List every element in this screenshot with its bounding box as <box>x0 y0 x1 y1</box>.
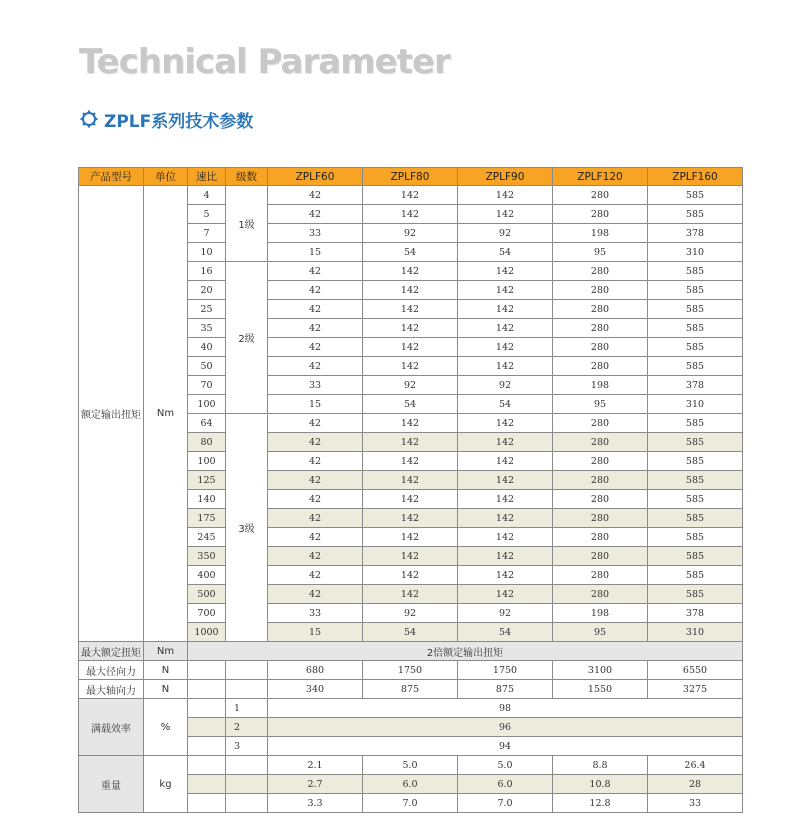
torque-value-cell: 142 <box>458 585 553 604</box>
section-title: ZPLF系列技术参数 <box>104 111 254 132</box>
radial-force-value: 1750 <box>363 661 458 680</box>
torque-value-cell: 33 <box>268 376 363 395</box>
ratio-cell: 70 <box>188 376 226 395</box>
ratio-cell: 400 <box>188 566 226 585</box>
efficiency-unit: % <box>144 699 188 756</box>
torque-value-cell: 280 <box>553 281 648 300</box>
torque-value-cell: 142 <box>363 262 458 281</box>
weight-value: 2.1 <box>268 756 363 775</box>
torque-value-cell: 15 <box>268 395 363 414</box>
empty-cell <box>188 737 226 756</box>
efficiency-stage: 1 <box>226 699 268 718</box>
stage-cell: 3级 <box>226 414 268 642</box>
torque-value-cell: 92 <box>458 376 553 395</box>
weight-value: 8.8 <box>553 756 648 775</box>
torque-value-cell: 585 <box>648 528 743 547</box>
ratio-cell: 80 <box>188 433 226 452</box>
empty-cell <box>226 661 268 680</box>
gear-icon <box>80 110 98 128</box>
ratio-cell: 5 <box>188 205 226 224</box>
torque-value-cell: 280 <box>553 452 648 471</box>
weight-value: 26.4 <box>648 756 743 775</box>
empty-cell <box>188 680 226 699</box>
weight-value: 2.7 <box>268 775 363 794</box>
torque-value-cell: 142 <box>458 300 553 319</box>
torque-value-cell: 310 <box>648 623 743 642</box>
torque-value-cell: 42 <box>268 585 363 604</box>
efficiency-stage: 2 <box>226 718 268 737</box>
torque-value-cell: 42 <box>268 186 363 205</box>
empty-cell <box>188 775 226 794</box>
torque-value-cell: 280 <box>553 338 648 357</box>
radial-force-unit: N <box>144 661 188 680</box>
axial-force-value: 875 <box>458 680 553 699</box>
efficiency-stage: 3 <box>226 737 268 756</box>
torque-value-cell: 142 <box>363 281 458 300</box>
torque-value-cell: 142 <box>458 262 553 281</box>
torque-value-cell: 142 <box>458 547 553 566</box>
torque-value-cell: 142 <box>458 433 553 452</box>
torque-row <box>79 186 743 205</box>
axial-force-value: 875 <box>363 680 458 699</box>
torque-value-cell: 280 <box>553 186 648 205</box>
torque-value-cell: 585 <box>648 186 743 205</box>
torque-value-cell: 280 <box>553 509 648 528</box>
radial-force-value: 3100 <box>553 661 648 680</box>
torque-value-cell: 42 <box>268 414 363 433</box>
ratio-cell: 350 <box>188 547 226 566</box>
torque-value-cell: 280 <box>553 300 648 319</box>
weight-value: 10.8 <box>553 775 648 794</box>
torque-value-cell: 142 <box>458 528 553 547</box>
header-unit: 单位 <box>144 168 188 186</box>
torque-value-cell: 585 <box>648 471 743 490</box>
torque-value-cell: 378 <box>648 224 743 243</box>
torque-value-cell: 15 <box>268 243 363 262</box>
torque-value-cell: 42 <box>268 547 363 566</box>
torque-value-cell: 42 <box>268 300 363 319</box>
weight-row <box>79 756 743 775</box>
stage-cell: 2级 <box>226 262 268 414</box>
torque-value-cell: 33 <box>268 604 363 623</box>
ratio-cell: 140 <box>188 490 226 509</box>
torque-value-cell: 198 <box>553 224 648 243</box>
header-model-name: ZPLF160 <box>648 168 743 186</box>
torque-value-cell: 95 <box>553 623 648 642</box>
torque-value-cell: 585 <box>648 357 743 376</box>
ratio-cell: 10 <box>188 243 226 262</box>
torque-label: 额定输出扭矩 <box>79 186 144 642</box>
torque-value-cell: 54 <box>363 243 458 262</box>
efficiency-label: 满载效率 <box>79 699 144 756</box>
spec-table <box>78 167 743 813</box>
torque-value-cell: 585 <box>648 490 743 509</box>
torque-value-cell: 280 <box>553 471 648 490</box>
torque-value-cell: 54 <box>363 395 458 414</box>
ratio-cell: 16 <box>188 262 226 281</box>
max-torque-value: 2倍额定输出扭矩 <box>188 642 743 661</box>
header-model: 产品型号 <box>79 168 144 186</box>
torque-value-cell: 54 <box>458 243 553 262</box>
axial-force-value: 340 <box>268 680 363 699</box>
stage-cell: 1级 <box>226 186 268 262</box>
torque-value-cell: 585 <box>648 547 743 566</box>
torque-value-cell: 142 <box>363 319 458 338</box>
ratio-cell: 700 <box>188 604 226 623</box>
torque-value-cell: 142 <box>458 414 553 433</box>
torque-value-cell: 198 <box>553 604 648 623</box>
torque-value-cell: 585 <box>648 509 743 528</box>
weight-value: 3.3 <box>268 794 363 813</box>
empty-cell <box>226 680 268 699</box>
ratio-cell: 175 <box>188 509 226 528</box>
torque-value-cell: 142 <box>458 357 553 376</box>
torque-value-cell: 142 <box>363 433 458 452</box>
torque-value-cell: 280 <box>553 319 648 338</box>
torque-value-cell: 54 <box>363 623 458 642</box>
torque-value-cell: 95 <box>553 395 648 414</box>
torque-value-cell: 142 <box>363 547 458 566</box>
torque-value-cell: 142 <box>363 471 458 490</box>
axial-force-value: 1550 <box>553 680 648 699</box>
weight-value: 5.0 <box>458 756 553 775</box>
torque-value-cell: 42 <box>268 490 363 509</box>
torque-value-cell: 142 <box>363 585 458 604</box>
torque-value-cell: 585 <box>648 585 743 604</box>
weight-value: 12.8 <box>553 794 648 813</box>
torque-value-cell: 280 <box>553 205 648 224</box>
weight-value: 7.0 <box>363 794 458 813</box>
max-torque-unit: Nm <box>144 642 188 661</box>
torque-value-cell: 142 <box>363 414 458 433</box>
torque-value-cell: 142 <box>458 566 553 585</box>
torque-value-cell: 585 <box>648 414 743 433</box>
torque-value-cell: 42 <box>268 471 363 490</box>
torque-value-cell: 142 <box>363 357 458 376</box>
torque-value-cell: 92 <box>363 604 458 623</box>
torque-value-cell: 142 <box>458 281 553 300</box>
header-row <box>79 168 743 186</box>
torque-value-cell: 198 <box>553 376 648 395</box>
header-model-name: ZPLF120 <box>553 168 648 186</box>
torque-value-cell: 42 <box>268 281 363 300</box>
radial-force-value: 680 <box>268 661 363 680</box>
max-torque-row <box>79 642 743 661</box>
torque-value-cell: 585 <box>648 338 743 357</box>
weight-value: 7.0 <box>458 794 553 813</box>
section-heading <box>80 108 253 130</box>
axial-force-label: 最大轴向力 <box>79 680 144 699</box>
ratio-cell: 1000 <box>188 623 226 642</box>
header-model-name: ZPLF80 <box>363 168 458 186</box>
radial-force-label: 最大径向力 <box>79 661 144 680</box>
torque-value-cell: 142 <box>363 528 458 547</box>
radial-force-value: 1750 <box>458 661 553 680</box>
torque-value-cell: 280 <box>553 528 648 547</box>
empty-cell <box>188 794 226 813</box>
weight-unit: kg <box>144 756 188 813</box>
efficiency-value: 96 <box>268 718 743 737</box>
weight-label: 重量 <box>79 756 144 813</box>
torque-value-cell: 585 <box>648 452 743 471</box>
torque-value-cell: 585 <box>648 300 743 319</box>
torque-value-cell: 142 <box>458 509 553 528</box>
torque-value-cell: 142 <box>363 490 458 509</box>
torque-value-cell: 280 <box>553 414 648 433</box>
torque-value-cell: 142 <box>458 490 553 509</box>
torque-value-cell: 42 <box>268 338 363 357</box>
axial-force-value: 3275 <box>648 680 743 699</box>
torque-value-cell: 280 <box>553 566 648 585</box>
page-title-english: Technical Parameter <box>79 42 450 82</box>
ratio-cell: 7 <box>188 224 226 243</box>
torque-value-cell: 92 <box>458 224 553 243</box>
empty-cell <box>188 718 226 737</box>
weight-value: 6.0 <box>363 775 458 794</box>
torque-value-cell: 42 <box>268 433 363 452</box>
max-torque-label: 最大额定扭矩 <box>79 642 144 661</box>
torque-value-cell: 142 <box>458 186 553 205</box>
torque-value-cell: 42 <box>268 528 363 547</box>
torque-value-cell: 54 <box>458 623 553 642</box>
torque-unit: Nm <box>144 186 188 642</box>
radial-force-value: 6550 <box>648 661 743 680</box>
weight-value: 28 <box>648 775 743 794</box>
empty-cell <box>226 775 268 794</box>
ratio-cell: 20 <box>188 281 226 300</box>
axial-force-row <box>79 680 743 699</box>
weight-value: 33 <box>648 794 743 813</box>
torque-value-cell: 33 <box>268 224 363 243</box>
torque-value-cell: 42 <box>268 357 363 376</box>
torque-value-cell: 142 <box>363 509 458 528</box>
torque-value-cell: 142 <box>458 471 553 490</box>
torque-value-cell: 585 <box>648 262 743 281</box>
torque-value-cell: 280 <box>553 357 648 376</box>
torque-value-cell: 585 <box>648 319 743 338</box>
torque-value-cell: 95 <box>553 243 648 262</box>
ratio-cell: 100 <box>188 452 226 471</box>
torque-value-cell: 280 <box>553 547 648 566</box>
torque-value-cell: 280 <box>553 490 648 509</box>
torque-value-cell: 42 <box>268 205 363 224</box>
efficiency-value: 94 <box>268 737 743 756</box>
torque-value-cell: 142 <box>363 300 458 319</box>
ratio-cell: 35 <box>188 319 226 338</box>
torque-value-cell: 142 <box>363 205 458 224</box>
torque-value-cell: 310 <box>648 395 743 414</box>
torque-value-cell: 42 <box>268 509 363 528</box>
torque-value-cell: 280 <box>553 433 648 452</box>
torque-value-cell: 92 <box>363 224 458 243</box>
efficiency-row <box>79 699 743 718</box>
torque-value-cell: 585 <box>648 281 743 300</box>
weight-value: 5.0 <box>363 756 458 775</box>
ratio-cell: 25 <box>188 300 226 319</box>
ratio-cell: 40 <box>188 338 226 357</box>
torque-value-cell: 585 <box>648 205 743 224</box>
axial-force-unit: N <box>144 680 188 699</box>
ratio-cell: 500 <box>188 585 226 604</box>
header-ratio: 速比 <box>188 168 226 186</box>
ratio-cell: 50 <box>188 357 226 376</box>
ratio-cell: 245 <box>188 528 226 547</box>
header-model-name: ZPLF90 <box>458 168 553 186</box>
torque-value-cell: 142 <box>458 452 553 471</box>
torque-value-cell: 378 <box>648 376 743 395</box>
torque-value-cell: 42 <box>268 566 363 585</box>
torque-value-cell: 42 <box>268 452 363 471</box>
torque-value-cell: 42 <box>268 262 363 281</box>
torque-value-cell: 142 <box>363 566 458 585</box>
torque-value-cell: 585 <box>648 566 743 585</box>
torque-value-cell: 142 <box>363 186 458 205</box>
torque-value-cell: 310 <box>648 243 743 262</box>
ratio-cell: 64 <box>188 414 226 433</box>
torque-value-cell: 378 <box>648 604 743 623</box>
header-stage: 级数 <box>226 168 268 186</box>
ratio-cell: 100 <box>188 395 226 414</box>
header-model-name: ZPLF60 <box>268 168 363 186</box>
empty-cell <box>226 794 268 813</box>
torque-value-cell: 92 <box>458 604 553 623</box>
ratio-cell: 125 <box>188 471 226 490</box>
torque-value-cell: 142 <box>458 205 553 224</box>
torque-value-cell: 15 <box>268 623 363 642</box>
torque-value-cell: 280 <box>553 585 648 604</box>
torque-value-cell: 585 <box>648 433 743 452</box>
torque-value-cell: 142 <box>458 338 553 357</box>
radial-force-row <box>79 661 743 680</box>
torque-value-cell: 42 <box>268 319 363 338</box>
weight-value: 6.0 <box>458 775 553 794</box>
efficiency-value: 98 <box>268 699 743 718</box>
empty-cell <box>188 699 226 718</box>
empty-cell <box>188 661 226 680</box>
ratio-cell: 4 <box>188 186 226 205</box>
torque-value-cell: 280 <box>553 262 648 281</box>
torque-value-cell: 92 <box>363 376 458 395</box>
torque-value-cell: 142 <box>458 319 553 338</box>
torque-value-cell: 142 <box>363 338 458 357</box>
empty-cell <box>226 756 268 775</box>
torque-value-cell: 54 <box>458 395 553 414</box>
empty-cell <box>188 756 226 775</box>
torque-value-cell: 142 <box>363 452 458 471</box>
